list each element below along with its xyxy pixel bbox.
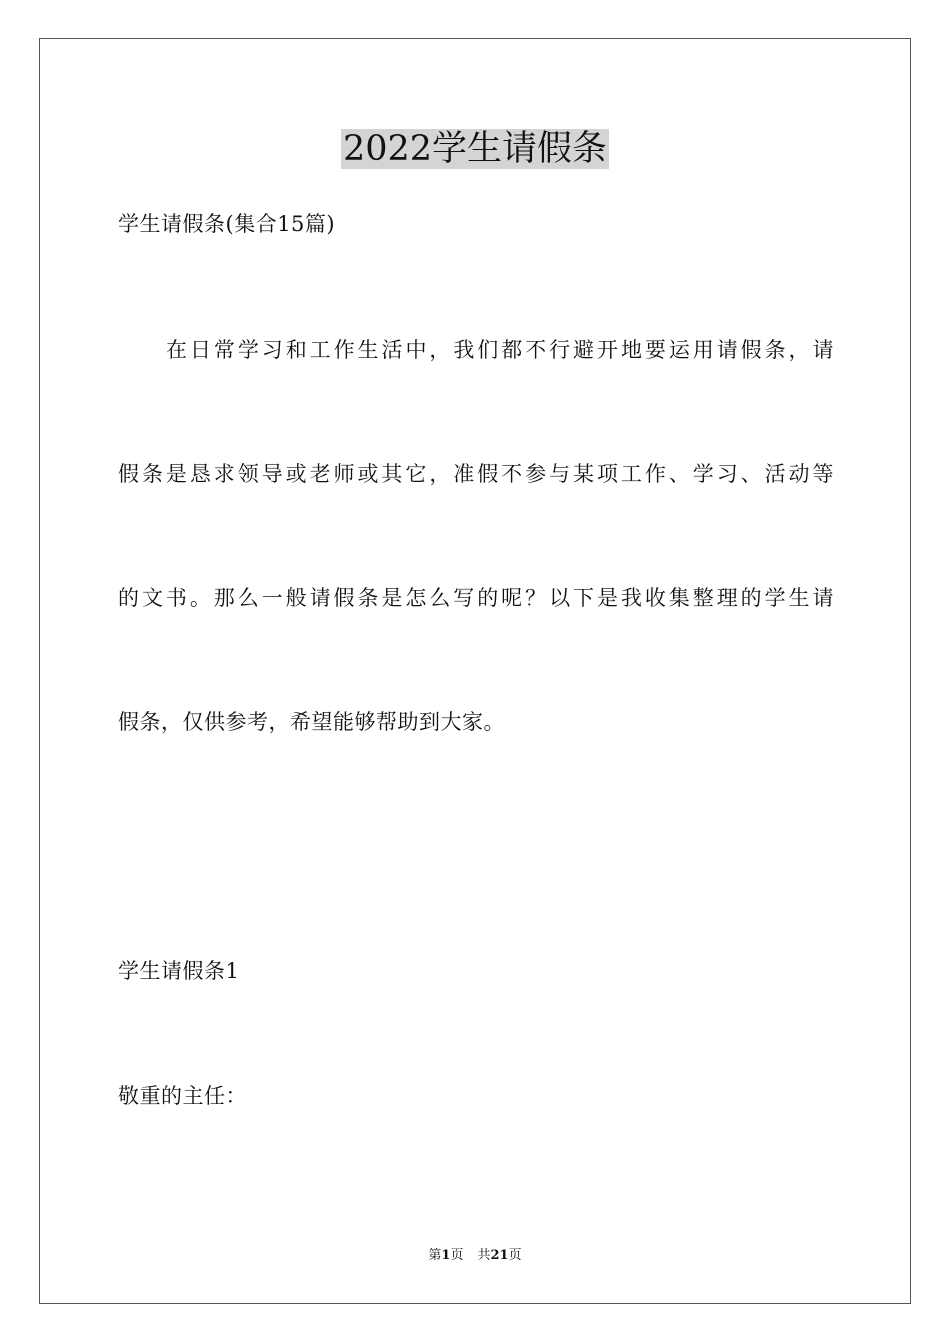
intro-line-4: 假条，仅供参考，希望能够帮助到大家。 (118, 710, 505, 734)
salutation: 敬重的主任： (118, 1084, 247, 1108)
intro-line-1: 在日常学习和工作生活中，我们都不行避开地要运用请假条，请 (166, 338, 834, 362)
footer-total-suffix: 页 (508, 1248, 522, 1263)
page-footer (0, 1246, 950, 1266)
section-heading: 学生请假条1 (118, 959, 240, 983)
intro-line-3: 的文书。那么一般请假条是怎么写的呢？以下是我收集整理的学生请 (118, 586, 834, 610)
document-title-text: 2022学生请假条 (342, 129, 608, 169)
footer-page-suffix: 页 (450, 1248, 464, 1263)
footer-total-prefix: 共 (477, 1248, 491, 1263)
document-subtitle: 学生请假条(集合15篇) (118, 212, 336, 236)
footer-page-current: 1 (441, 1248, 451, 1263)
intro-line-2: 假条是恳求领导或老师或其它，准假不参与某项工作、学习、活动等 (118, 462, 834, 486)
footer-page-prefix: 第 (428, 1248, 442, 1263)
document-title (0, 124, 950, 174)
footer-page-total: 21 (490, 1248, 509, 1263)
